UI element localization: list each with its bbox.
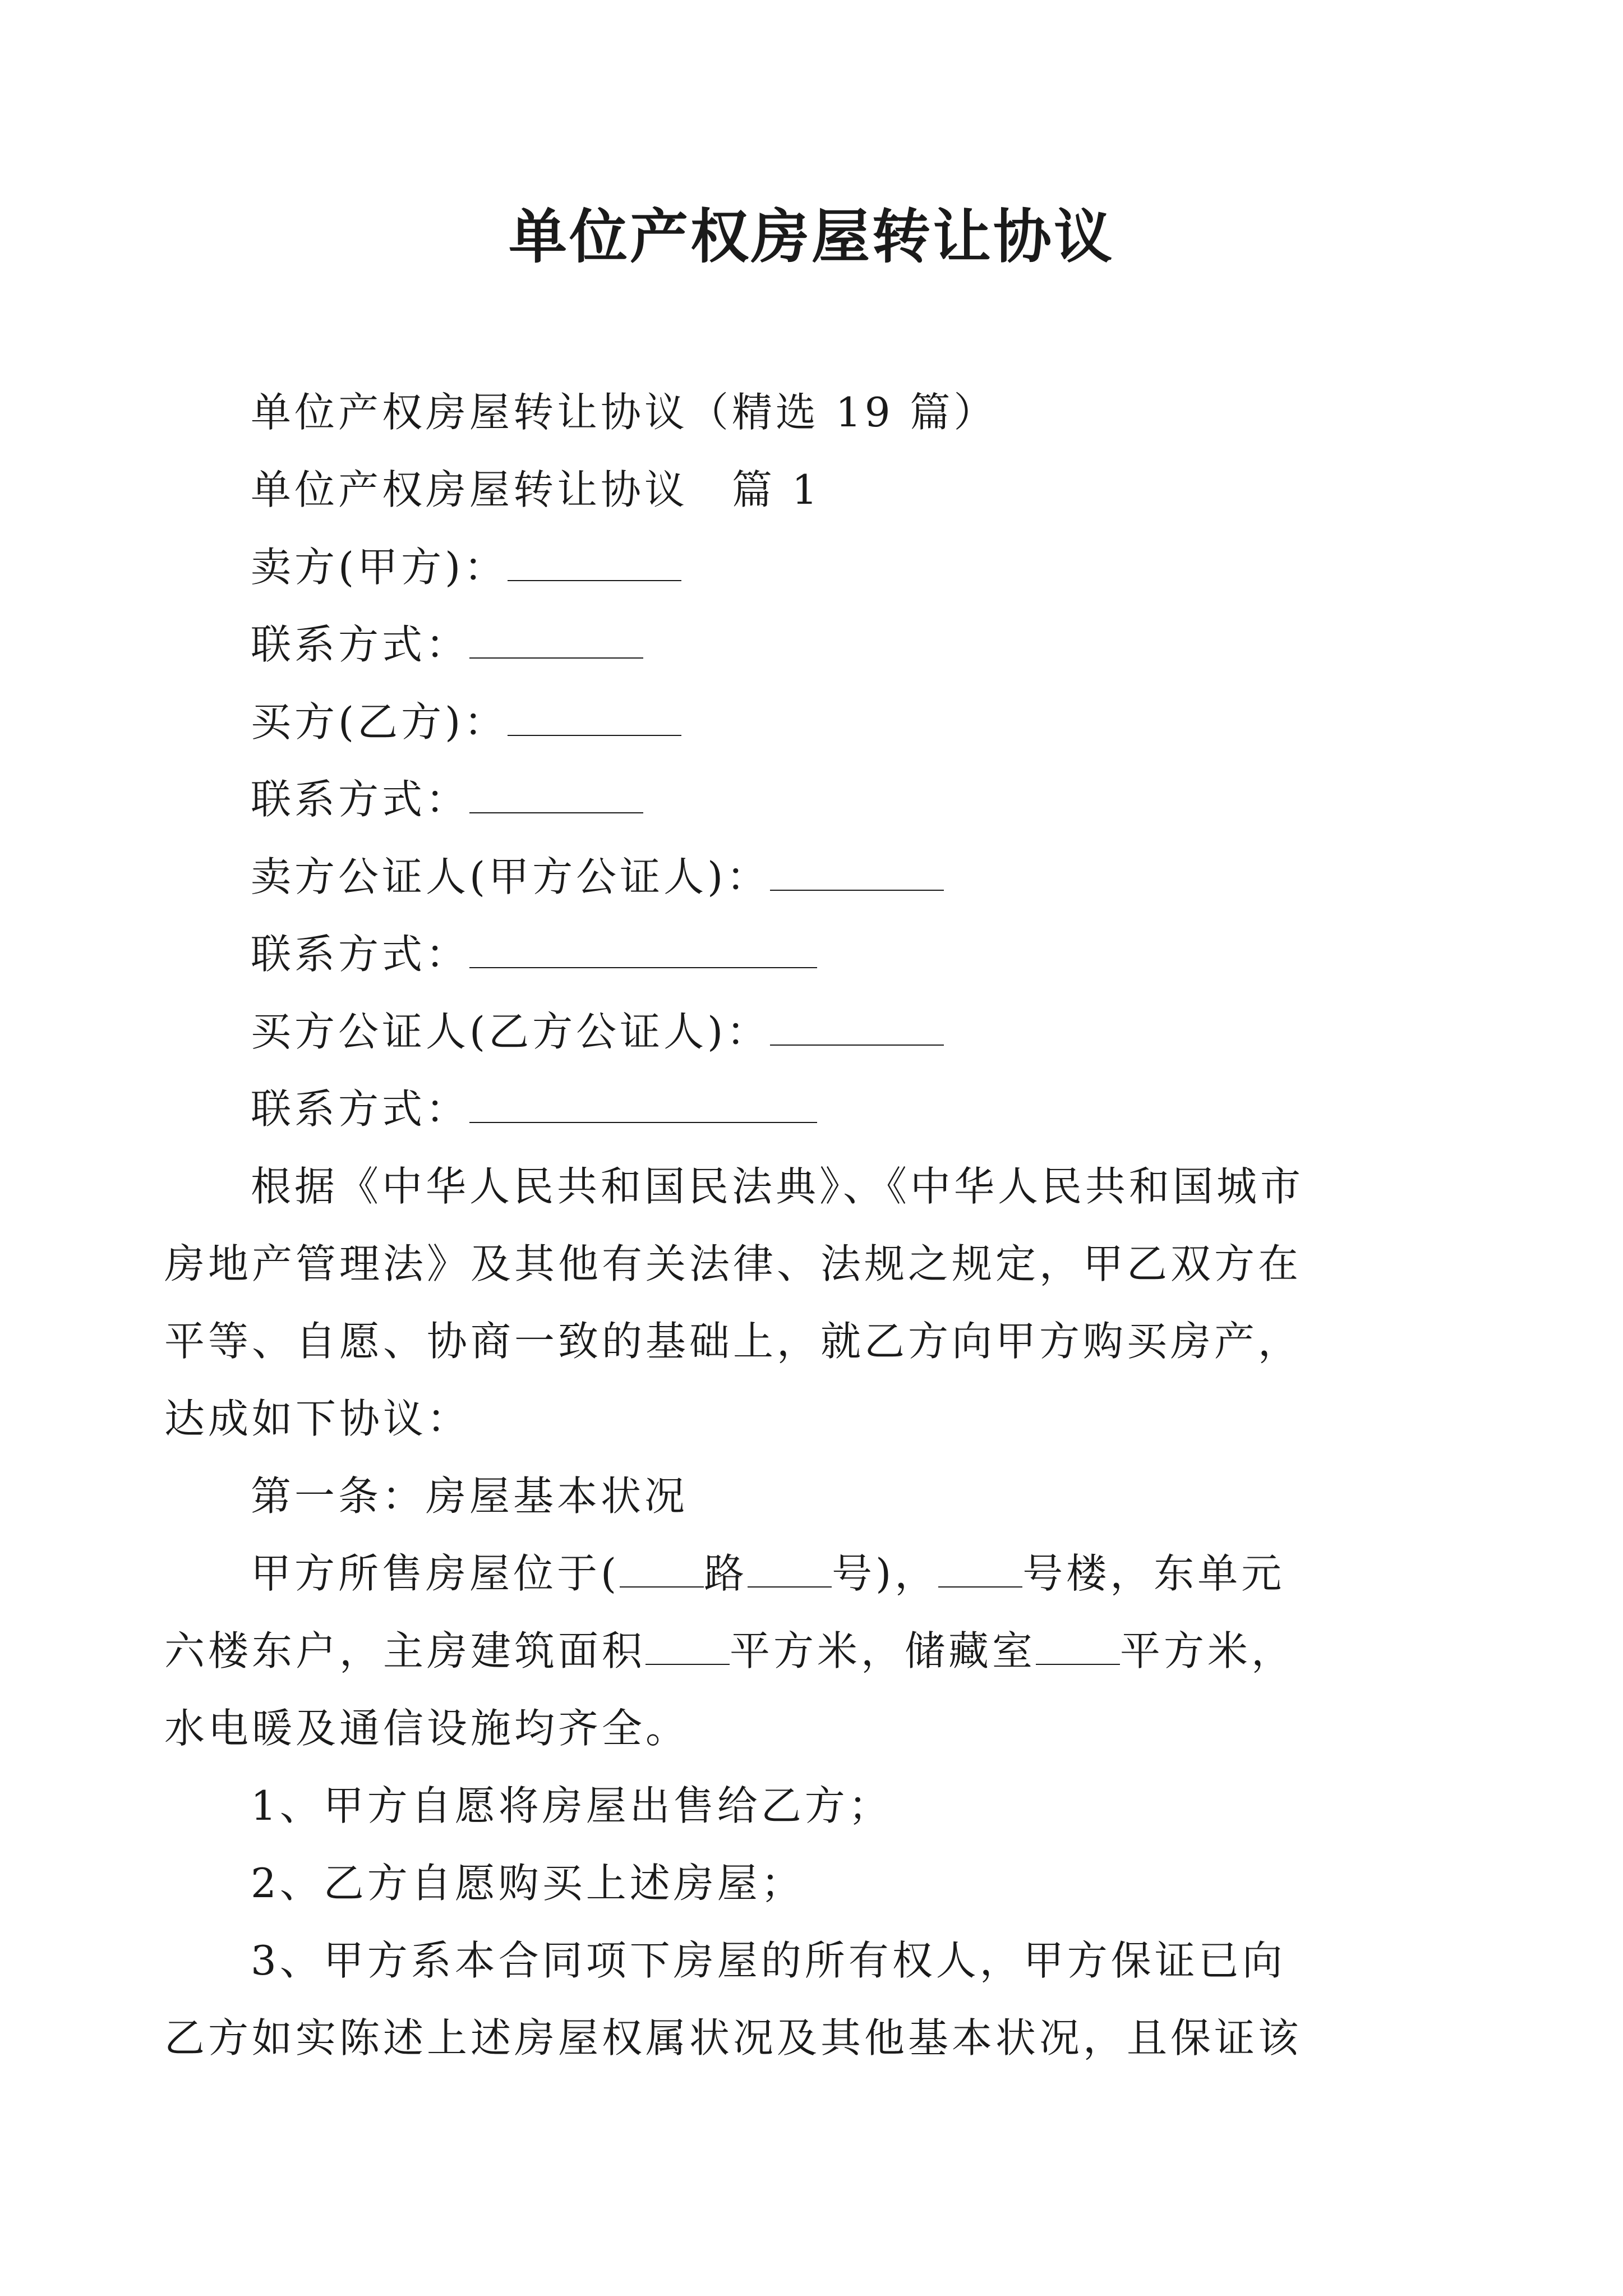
article1-text: 号)，: [832, 1550, 939, 1597]
article1-text: 平方米，: [1120, 1627, 1295, 1674]
article1-text: 平方米，储藏室: [730, 1627, 1036, 1674]
article1-text: 六楼东户，主房建筑面积: [164, 1627, 646, 1674]
seller-notary-label: 卖方公证人(甲方公证人)：: [251, 853, 771, 900]
article1-heading: 第一条：房屋基本状况: [251, 1473, 689, 1520]
list-item-continuation: 乙方如实陈述上述房屋权属状况及其他基本状况，且保证该: [164, 2014, 1302, 2062]
buyer-contact-field: [251, 761, 1378, 838]
number-blank: [748, 1555, 832, 1588]
seller-notary-contact-field: [251, 915, 1378, 993]
preamble-line: 平等、自愿、协商一致的基础上，就乙方向甲方购买房产，: [164, 1318, 1302, 1365]
building-blank: [938, 1555, 1022, 1588]
seller-notary-field: [251, 838, 1378, 915]
seller-contact-field: [251, 606, 1378, 683]
seller-contact-label: 联系方式：: [251, 621, 470, 668]
preamble-line: 达成如下协议：: [164, 1395, 471, 1442]
article1-text: 号楼，东单元: [1022, 1550, 1285, 1597]
seller-contact-blank: [469, 626, 643, 659]
seller-label: 卖方(甲方)：: [251, 544, 508, 591]
subtitle: 单位产权房屋转让协议（精选 19 篇）: [251, 389, 998, 436]
road-blank: [620, 1555, 704, 1588]
buyer-blank: [508, 703, 681, 736]
main-area-blank: [645, 1632, 730, 1665]
article1-line-1: [251, 1535, 1378, 1612]
article1-line-3: 水电暖及通信设施均齐全。: [164, 1705, 690, 1752]
buyer-label: 买方(乙方)：: [251, 698, 508, 746]
section-heading: 单位产权房屋转让协议 篇 1: [251, 466, 821, 513]
document-title: 单位产权房屋转让协议: [508, 202, 1114, 271]
document-body: [251, 374, 1378, 1148]
seller-notary-blank: [770, 858, 944, 891]
buyer-notary-field: [251, 993, 1378, 1070]
article1-text: 甲方所售房屋位于(: [251, 1550, 620, 1597]
buyer-notary-contact-label: 联系方式：: [251, 1085, 470, 1133]
buyer-notary-contact-blank: [469, 1091, 817, 1123]
preamble-line: 根据《中华人民共和国民法典》、《中华人民共和国城市: [251, 1163, 1304, 1210]
seller-notary-contact-blank: [469, 936, 817, 968]
list-item: 1、甲方自愿将房屋出售给乙方；: [251, 1782, 892, 1829]
buyer-contact-blank: [469, 781, 643, 813]
buyer-contact-label: 联系方式：: [251, 776, 470, 823]
buyer-notary-label: 买方公证人(乙方公证人)：: [251, 1008, 771, 1055]
preamble-block: [164, 1148, 1378, 2077]
list-item: 3、甲方系本合同项下房屋的所有权人，甲方保证已向: [251, 1937, 1286, 1984]
seller-blank: [508, 549, 681, 581]
preamble-line: 房地产管理法》及其他有关法律、法规之规定，甲乙双方在: [164, 1240, 1302, 1287]
storage-area-blank: [1036, 1632, 1120, 1665]
seller-field: [251, 528, 1378, 606]
article1-line-2: [164, 1612, 1378, 1690]
buyer-notary-blank: [770, 1013, 944, 1046]
seller-notary-contact-label: 联系方式：: [251, 931, 470, 978]
article1-text: 路: [704, 1550, 748, 1597]
buyer-field: [251, 683, 1378, 761]
buyer-notary-contact-field: [251, 1070, 1378, 1148]
list-item: 2、乙方自愿购买上述房屋；: [251, 1860, 805, 1907]
